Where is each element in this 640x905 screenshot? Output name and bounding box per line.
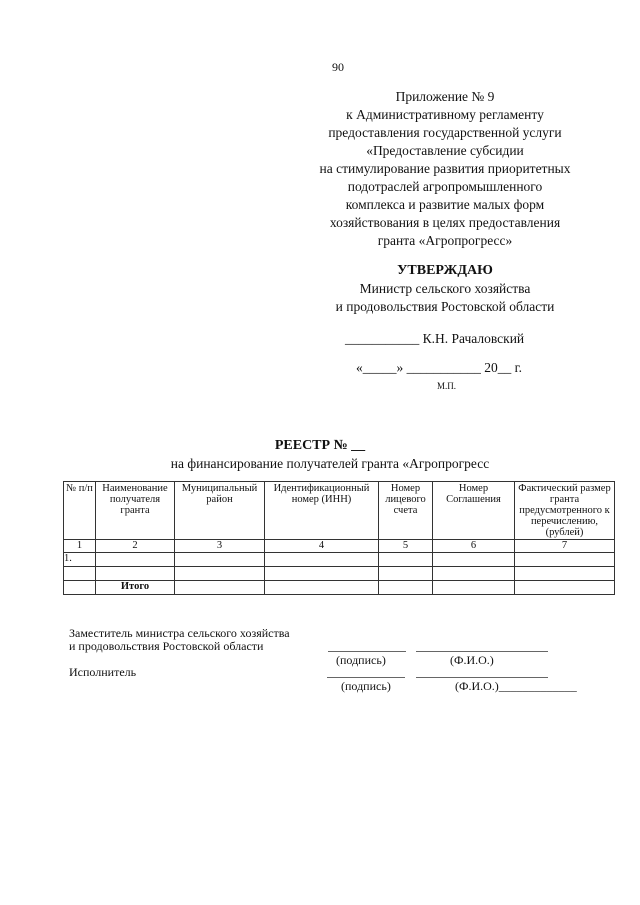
column-header: № п/п — [64, 482, 96, 540]
annex-line: хозяйствования в целях предоставления — [329, 215, 561, 230]
table-cell — [265, 581, 379, 595]
table-row — [64, 567, 615, 581]
table-cell — [64, 581, 96, 595]
table-cell — [379, 553, 433, 567]
approval-block — [300, 262, 590, 316]
table-cell — [379, 581, 433, 595]
approval-signer: ___________ К.Н. Рачаловский — [345, 331, 525, 346]
column-header: Муниципальный район — [175, 482, 265, 540]
registry-table — [63, 481, 615, 595]
annex-line: предоставления государственной услуги — [328, 125, 562, 140]
signature-caption: (подпись) — [336, 653, 386, 667]
table-row — [64, 553, 615, 567]
approval-date: «_____» ___________ 20__ г. — [356, 360, 523, 375]
table-total-row — [64, 581, 615, 595]
deputy-line: и продовольствия Ростовской области — [69, 639, 264, 653]
column-number: 6 — [433, 540, 515, 553]
column-header: Фактический размер гранта предусмотренного к перечислению, (рублей) — [515, 482, 615, 540]
stamp-label: М.П. — [437, 381, 457, 391]
table-cell — [96, 567, 175, 581]
signature-line — [328, 651, 406, 652]
column-header: Номер лицевого счета — [379, 482, 433, 540]
column-number: 4 — [265, 540, 379, 553]
annex-line: на стимулирование развития приоритетных — [319, 161, 571, 176]
annex-line: Приложение № 9 — [395, 89, 495, 104]
deputy-line: Заместитель министра сельского хозяйства — [69, 626, 290, 640]
annex-line: подотраслей агропромышленного — [347, 179, 543, 194]
table-cell — [515, 581, 615, 595]
table-column-numbers-row — [64, 540, 615, 553]
column-number: 5 — [379, 540, 433, 553]
table-cell — [515, 553, 615, 567]
annex-header — [290, 88, 600, 250]
approval-position: Министр сельского хозяйства — [359, 281, 531, 296]
name-caption: (Ф.И.О.)_____________ — [455, 679, 577, 693]
approval-title: УТВЕРЖДАЮ — [397, 263, 493, 278]
signature-line — [327, 677, 405, 678]
executor-label: Исполнитель — [69, 665, 137, 679]
column-number: 1 — [64, 540, 96, 553]
table-cell — [96, 553, 175, 567]
deputy-minister-title — [69, 627, 290, 653]
total-label: Итого — [96, 581, 175, 595]
table-cell — [433, 581, 515, 595]
table-cell — [265, 567, 379, 581]
column-header: Номер Соглашения — [433, 482, 515, 540]
name-line — [416, 677, 548, 678]
table-cell — [515, 567, 615, 581]
annex-line: комплекса и развитие малых форм — [345, 197, 545, 212]
column-header: Наименование получателя гранта — [96, 482, 175, 540]
page-number: 90 — [332, 60, 344, 74]
table-cell — [175, 553, 265, 567]
column-number: 2 — [96, 540, 175, 553]
annex-line: к Административному регламенту — [346, 107, 544, 122]
registry-subtitle: на финансирование получателей гранта «Агропрогресс — [170, 456, 490, 471]
row-number: 1. — [64, 553, 96, 567]
table-cell — [433, 553, 515, 567]
column-header: Идентификационный номер (ИНН) — [265, 482, 379, 540]
annex-line: «Предоставление субсидии — [366, 143, 524, 158]
table-cell — [265, 553, 379, 567]
approval-position: и продовольствия Ростовской области — [335, 299, 555, 314]
table-header-row — [64, 482, 615, 540]
name-line — [416, 651, 548, 652]
registry-title: РЕЕСТР № __ — [274, 438, 366, 453]
table-cell — [64, 567, 96, 581]
signature-caption: (подпись) — [341, 679, 391, 693]
annex-line: гранта «Агропрогресс» — [377, 233, 513, 248]
column-number: 3 — [175, 540, 265, 553]
table-cell — [175, 581, 265, 595]
column-number: 7 — [515, 540, 615, 553]
table-cell — [433, 567, 515, 581]
table-cell — [175, 567, 265, 581]
table-cell — [379, 567, 433, 581]
name-caption: (Ф.И.О.) — [450, 653, 494, 667]
